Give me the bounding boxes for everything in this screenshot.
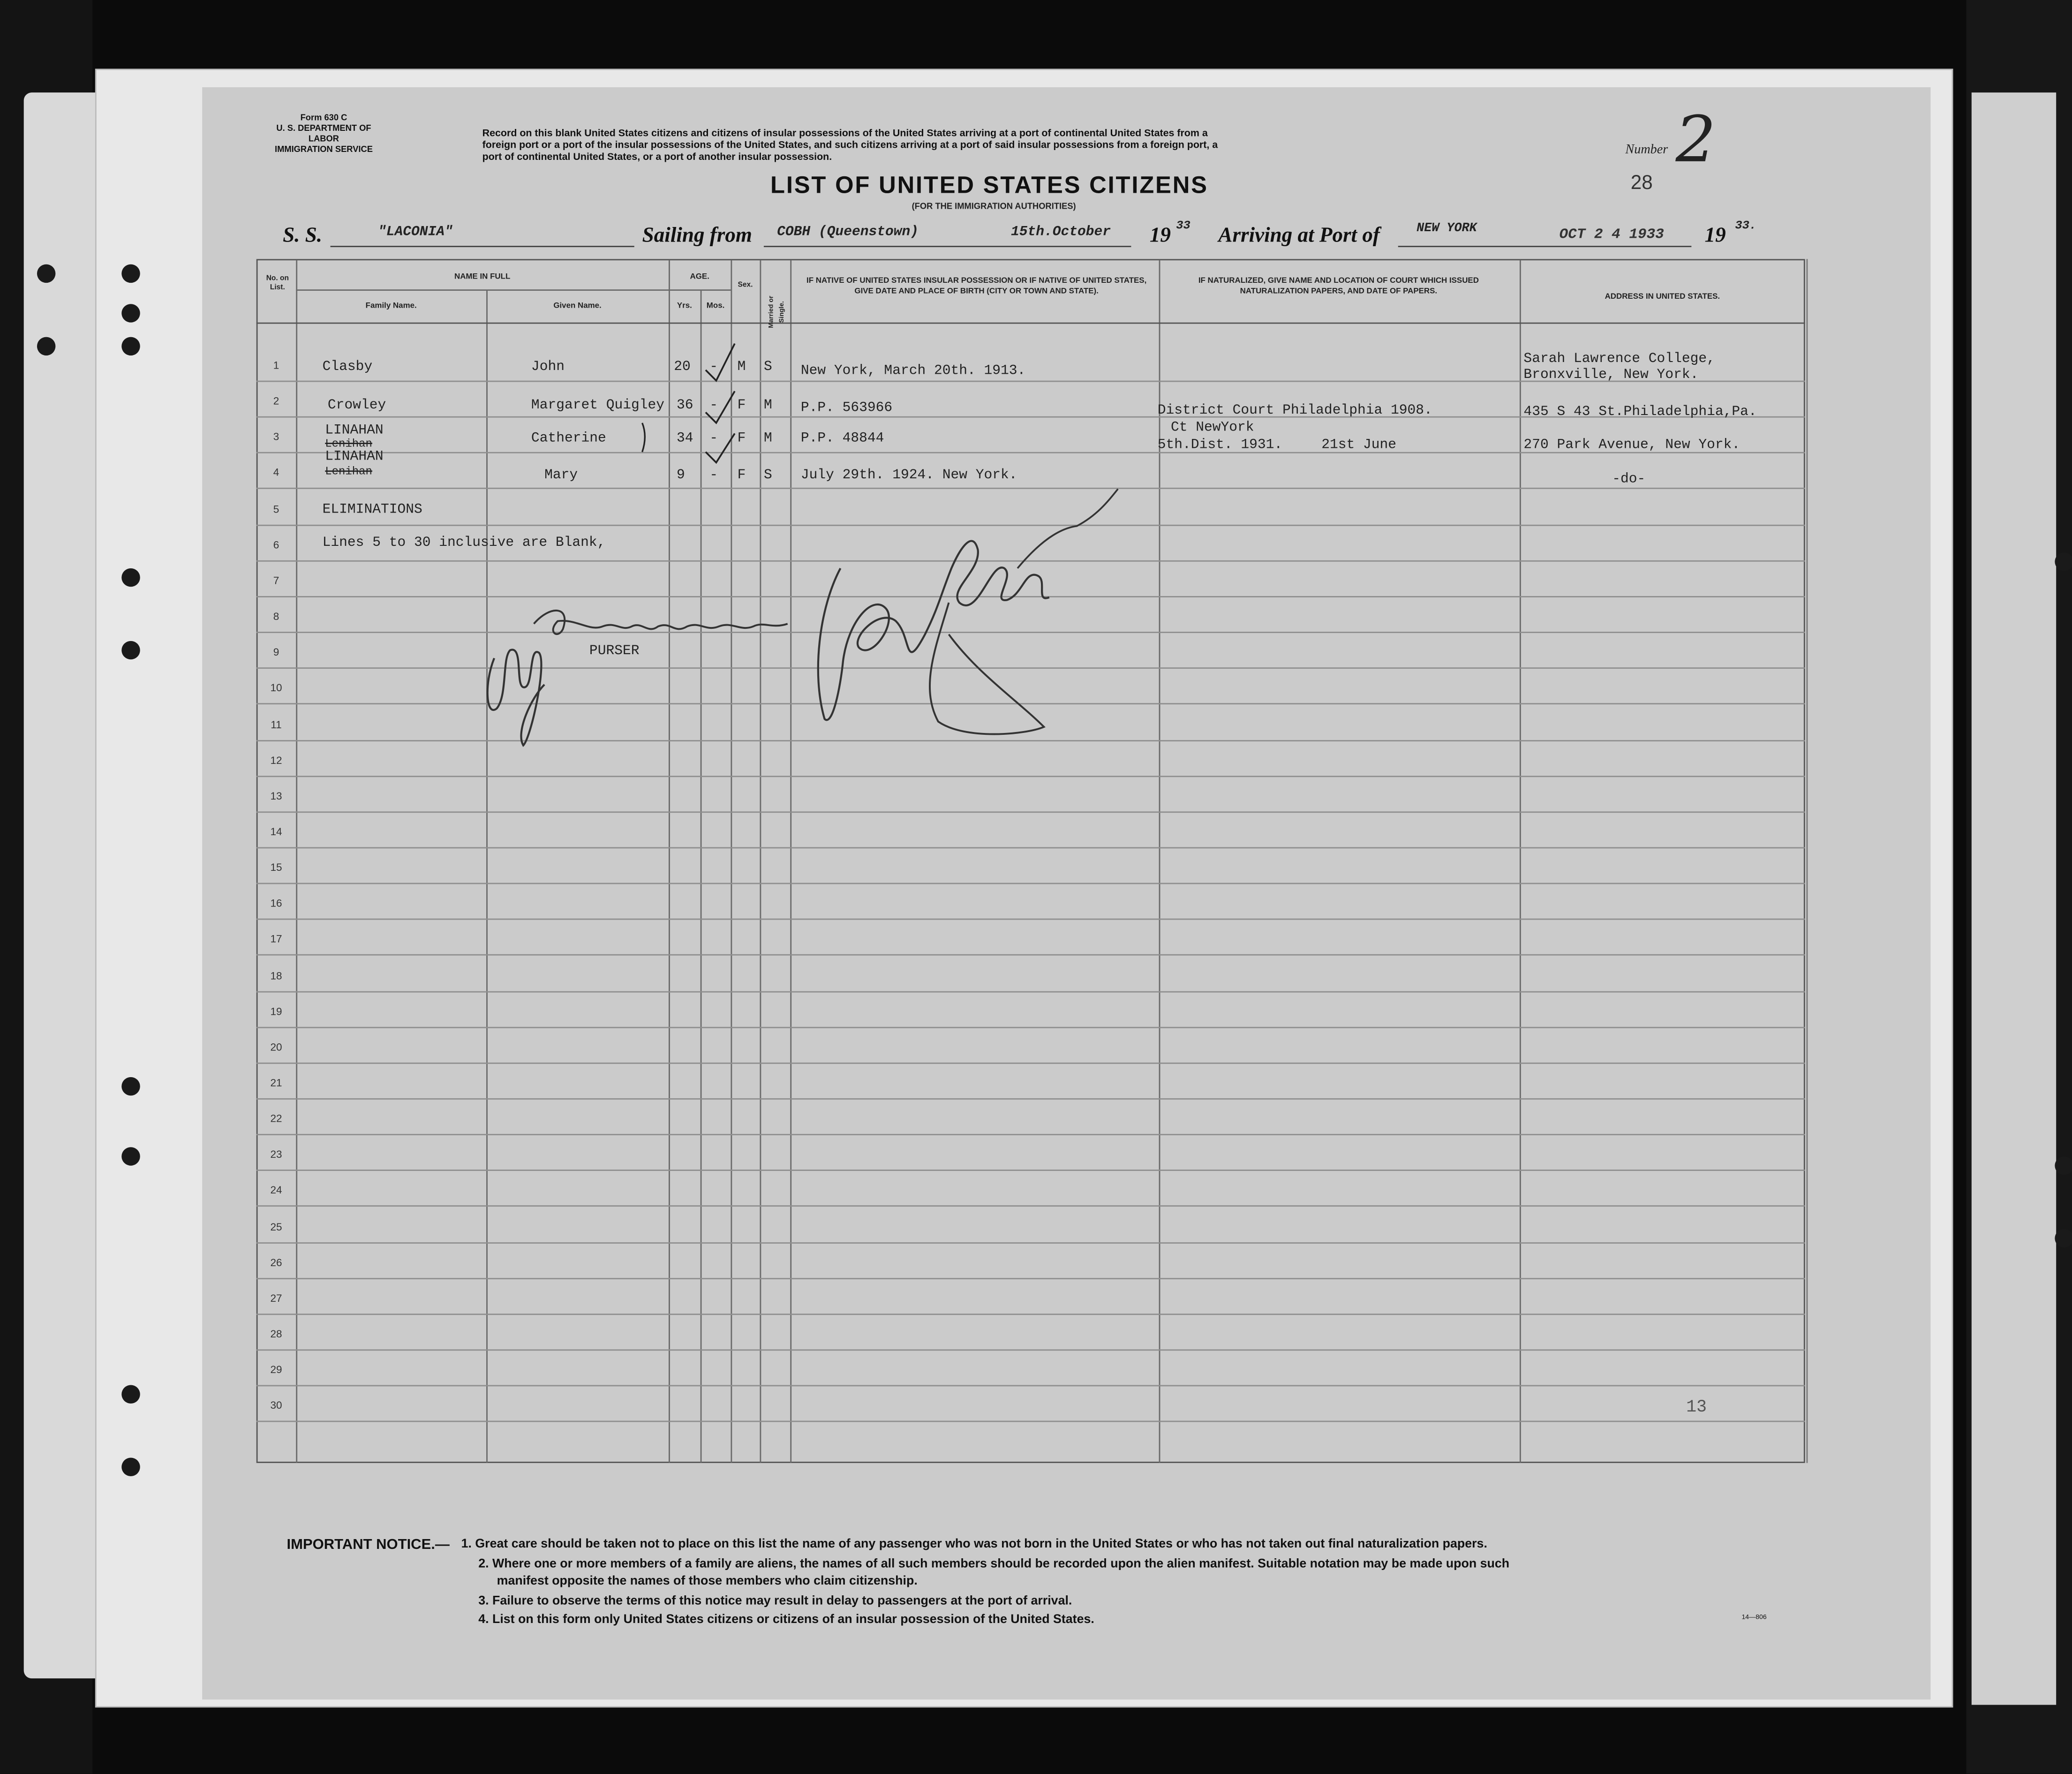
given-name-cell: Mary [544,468,578,484]
binder-hole [121,568,140,587]
inspector-signature [793,476,1137,740]
arriving-label: Arriving at Port of [1218,225,1380,248]
row-rule [256,1062,1805,1064]
header-naturalized: IF NATURALIZED, GIVE NAME AND LOCATION OF COURT WHICH ISSUED NATURALIZATION PAPERS, AND DATE OF PAPERS. [1198,277,1479,296]
purser-label: PURSER [589,643,640,660]
line-number: 8 [273,611,279,623]
birth-cell: New York, March 20th. 1913. [800,363,1026,379]
line-number: 27 [270,1292,282,1305]
binder-hole [121,1077,140,1095]
line-number: 23 [270,1148,282,1161]
header-subrule [296,289,731,291]
header-native-birth: IF NATIVE OF UNITED STATES INSULAR POSSESSION OR IF NATIVE OF UNITED STATES, GIVE DATE AND PLACE OF BIRTH (CITY OR TOWN AND STATE). [806,277,1147,296]
row-rule [256,1206,1805,1207]
column-divider [669,260,670,1463]
married-single-cell: S [763,359,772,376]
birth-cell: July 29th. 1924. New York. [800,468,1017,484]
page-subtitle: (FOR THE IMMIGRATION AUTHORITIES) [912,202,1076,211]
address-cell: Sarah Lawrence College, [1523,351,1715,368]
under-page-left [24,92,103,1678]
binder-hole [121,1458,140,1476]
line-number: 2 [273,395,279,408]
age-months-cell: - [709,430,718,447]
binder-hole [121,1385,140,1404]
header-age: AGE. [690,273,709,282]
line-number: 30 [270,1400,282,1412]
purser-signature [470,592,801,764]
instructions-line: port of continental United States, or a port of another insular possession. [482,151,832,163]
header-address: ADDRESS IN UNITED STATES. [1605,293,1720,302]
voyage-line [278,219,1784,251]
form-number: Form 630 C [300,113,347,123]
year-prefix: 19 [1704,225,1726,248]
header-years: Yrs. [677,302,692,311]
address-cell: 270 Park Avenue, New York. [1523,437,1740,453]
line-number: 13 [270,790,282,802]
family-name-struck: Lenihan [325,437,372,451]
line-number: 25 [270,1220,282,1233]
line-number: 12 [270,754,282,766]
row-rule [256,1350,1805,1351]
from-port: COBH (Queenstown) [777,225,919,241]
instructions-line: Record on this blank United States citizens and citizens of insular possessions of the United States arriving at a port of continental United States from a [482,127,1208,139]
line-number: 9 [273,646,279,659]
age-years-cell: 9 [676,468,685,484]
line-number: 24 [270,1185,282,1197]
check-marks [701,341,740,473]
binder-hole [121,1147,140,1165]
binder-hole [2055,552,2072,571]
row-rule [256,883,1805,884]
address-cell-line2: Bronxville, New York. [1523,367,1699,384]
notice-item-4: 4. List on this form only United States citizens or citizens of an insular possession of the United States. [478,1612,1094,1627]
sailing-label: Sailing from [642,225,752,248]
age-months-cell: - [709,398,718,414]
married-single-cell: S [763,468,772,484]
address-cell: 435 S 43 St.Philadelphia,Pa. [1523,404,1757,421]
sheet-number: 28 [1630,172,1653,195]
arrival-date-stamp: OCT 2 4 1933 [1559,227,1664,243]
column-divider [760,260,761,1463]
line-number: 11 [271,718,282,731]
line-number: 5 [273,503,279,515]
naturalization-cell-line3: 21st June [1321,437,1397,453]
margin-column [1807,259,1924,1463]
header-name-in-full: NAME IN FULL [454,273,511,282]
row-rule [256,1421,1805,1423]
page-title: LIST OF UNITED STATES CITIZENS [770,172,1208,198]
family-name-cell: Crowley [327,398,386,414]
line-number: 20 [270,1041,282,1053]
family-name-struck: Lenihan [325,465,372,479]
header-sex: Sex. [738,281,753,290]
form-code: 14—806 [1741,1614,1767,1622]
column-divider [790,260,791,1463]
birth-cell: P.P. 563966 [800,400,893,416]
row-rule [256,775,1805,777]
check-mark [706,344,735,381]
naturalization-cell: District Court Philadelphia 1908. [1157,403,1432,419]
header-months: Mos. [706,302,725,311]
birth-cell: P.P. 48844 [800,430,884,447]
header-given-name: Given Name. [553,302,602,311]
line-number: 18 [270,969,282,981]
sex-cell: F [737,430,746,447]
given-name-cell: Margaret Quigley [531,398,665,414]
department-name: U. S. DEPARTMENT OF LABOR [276,124,371,144]
column-divider [486,291,488,1463]
arrival-port: NEW YORK [1416,220,1477,235]
line-number: 22 [270,1113,282,1125]
binder-hole [121,641,140,659]
notice-item-2-cont: manifest opposite the names of those members who claim citizenship. [497,1574,918,1589]
line-number: 15 [270,861,282,874]
given-name-cell: John [531,359,565,376]
line-number: 10 [270,682,282,695]
line-number: 29 [270,1364,282,1376]
purser-signature-drawing [470,592,801,764]
list-number-handwritten: 2 [1675,103,1716,177]
binder-hole [121,337,140,355]
line-number: 7 [273,574,279,587]
row-rule [256,1170,1805,1171]
year-arrived: 33. [1735,219,1757,233]
inspector-signature-drawing [793,476,1137,740]
binder-hole [37,337,55,355]
age-years-cell: 20 [674,359,691,376]
row-rule [256,1098,1805,1100]
line-number: 4 [273,467,279,479]
family-name-cell: LINAHAN [325,423,384,439]
age-months-cell: - [709,359,718,376]
family-name-cell: LINAHAN [325,449,384,466]
sex-cell: M [737,359,746,376]
row-rule [256,1278,1805,1279]
notice-item-1: 1. Great care should be taken not to place on this list the name of any passenger who was not born in the United States or who has not taken out final naturalization papers. [461,1537,1487,1552]
line-number: 21 [270,1077,282,1089]
row-rule [256,1385,1805,1387]
age-years-cell: 34 [676,430,693,447]
row-rule [256,955,1805,956]
form-info [271,113,377,156]
age-months-cell: - [709,468,718,484]
row-rule [256,990,1805,992]
date-sailed: 15th.October [1010,225,1111,241]
binder-hole [2055,1229,2072,1247]
instructions-line: foreign port or a port of the insular possessions of the United States, and such citizens arriving at a port of said insular possessions from a foreign port, a [482,138,1218,151]
row-rule [256,919,1805,920]
blank-lines-note: Lines 5 to 30 inclusive are Blank, [322,535,606,551]
sex-cell: F [737,398,746,414]
binder-hole [37,264,55,283]
header-family-name: Family Name. [365,302,417,311]
column-divider [1520,260,1521,1463]
family-name-cell: Clasby [322,359,373,376]
ship-name: "LACONIA" [378,225,453,241]
rule [764,246,1131,247]
header-bottom-rule [256,323,1805,324]
line-number: 26 [270,1256,282,1268]
married-single-cell: M [763,430,772,447]
eliminations-note: ELIMINATIONS [322,502,422,518]
line-number: 28 [270,1328,282,1340]
binder-hole [121,264,140,283]
service-name: IMMIGRATION SERVICE [274,145,373,155]
line-number: 3 [273,431,279,443]
header-married-single: Married or Single. [768,295,786,328]
under-page-right [1972,92,2056,1705]
number-label: Number [1625,143,1668,158]
instructions-block [482,127,1218,163]
year-prefix: 19 [1149,225,1171,248]
row-rule [256,811,1805,813]
row-rule [256,1134,1805,1135]
line-number: 19 [270,1005,282,1018]
married-single-cell: M [763,398,772,414]
column-divider [296,260,297,1463]
line-number: 16 [270,898,282,910]
line-number: 6 [273,539,279,551]
bracket-mark [632,420,658,457]
naturalization-cell: Ct NewYork [1170,420,1254,437]
binder-hole [121,304,140,322]
check-mark [706,391,735,423]
notice-item-2: 2. Where one or more members of a family are aliens, the names of all such members should be recorded upon the alien manifest. Suitable notation may be made upon such [478,1556,1510,1571]
row-rule [256,847,1805,848]
given-name-cell: Catherine [531,430,606,447]
notice-item-3: 3. Failure to observe the terms of this notice may result in delay to passengers at the port of arrival. [478,1593,1072,1608]
row-rule [256,1027,1805,1028]
line-number: 1 [273,359,279,371]
address-cell: -do- [1612,472,1646,488]
row-rule [256,1314,1805,1315]
row-rule [256,1242,1805,1243]
rule [1398,246,1692,247]
header-no-on-list: No. on List. [266,275,289,292]
year-sailed: 33 [1176,219,1190,233]
ss-label: S. S. [283,225,323,248]
check-mark [706,430,735,462]
binder-hole [2055,1156,2072,1175]
notice-label: IMPORTANT NOTICE.— [286,1537,450,1553]
line-number: 17 [270,933,282,946]
line-number: 14 [270,826,282,838]
naturalization-cell-line2: 5th.Dist. 1931. [1157,437,1283,453]
sex-cell: F [737,468,746,484]
rule [331,246,634,247]
age-years-cell: 36 [676,398,693,414]
bottom-count: 13 [1686,1397,1707,1417]
